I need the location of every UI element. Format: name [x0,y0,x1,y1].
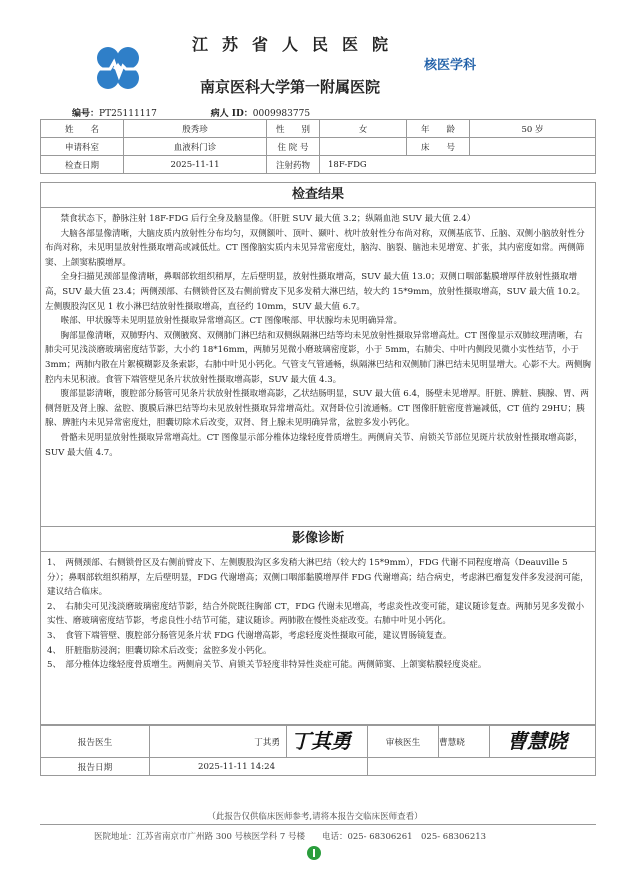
hospital-title: 江苏省人民医院 [192,35,403,54]
inpatient-label: 住 院 号 [267,138,320,156]
reviewer-label: 审核医生 [368,726,439,758]
hospital-subtitle: 南京医科大学第一附属医院 [200,78,381,96]
findings-paragraph: 胸部显像清晰，双肺野内、双侧腋窝、双侧肺门淋巴结和双侧纵隔淋巴结等均未见放射性摄取异常增高灶。CT 图像显示双肺纹理清晰，右肺尖可见浅淡磨玻璃密度结节影，大小约 18*16mm，两肺另见微小磨玻璃密度影，小于 5mm，右肺尖、中叶内侧段见微小实性结节，小于 3mm；两肺内散在片絮模糊影及条索影，右肺中叶见小钙化。气管支气管通畅，纵隔淋巴结和双侧肺门淋巴结未见明显增大。心影不大。两侧胸腔内未见积液。食管下端管壁见条片状放射性摄取增高影，SUV 最大值 4.3。 [45,330,591,385]
reviewer-signature-image [505,726,581,754]
record-label: 编号： [72,109,100,119]
dept-label: 申请科室 [41,138,124,156]
patient-name: 殷秀珍 [124,120,267,138]
diagnosis-item: 3、 食管下端管壁、腹腔部分肠管见条片状 FDG 代谢增高影，考虑轻度炎性摄取可能，建议胃肠镜复查。 [47,630,452,641]
patient-info-table [40,119,596,174]
footer-divider [40,824,596,825]
reporter-signature-mark: 丁其勇 [291,729,351,753]
empty-cell [368,758,596,776]
findings-body [41,208,595,460]
findings-heading: 检查结果 [41,183,595,208]
hospital-address: 医院地址：江苏省南京市广州路 300 号核医学科 7 号楼 电话：025- 68306261 025- 68306213 [94,832,487,842]
patient-dept: 血液科门诊 [124,138,267,156]
patient-id-label: 病人 ID： [210,109,253,119]
report-date-label: 报告日期 [41,758,150,776]
findings-section [40,182,596,527]
page-marker-icon [307,846,321,860]
date-label: 检查日期 [41,156,124,174]
findings-paragraph: 喉部、甲状腺等未见明显放射性摄取异常增高区。CT 图像喉部、甲状腺均未见明确异常。 [60,316,403,327]
inpatient-no [320,138,407,156]
age-label: 年 龄 [407,120,470,138]
diagnosis-item: 4、 肝脏脂肪浸润；胆囊切除术后改变；盆腔多发小钙化。 [47,645,272,656]
findings-paragraph: 腹部显影清晰，腹腔部分肠管可见条片状放射性摄取增高影，乙状结肠明显，SUV 最大值 6.4，肠壁未见增厚。肝脏、脾脏、胰腺、胃、两侧肾脏及肾上腺、盆腔、腹膜后淋巴结等均未见放射性摄取异常增高灶。双肾卧位引流通畅。CT 图像肝脏密度普遍减低，CT 值约 29HU；胰腺、脾脏内未见异常密度灶，胆囊切除术后改变，双肾、肾上腺未见明确异常，盆腔多发小钙化。 [45,389,589,429]
diagnosis-item: 2、 右肺尖可见浅淡磨玻璃密度结节影，结合外院既往胸部 CT，FDG 代谢未见增高，考虑炎性改变可能，建议随诊复查。两肺另见多发微小实性、磨玻璃密度结节影，考虑良性小结节可能，建议随诊。两肺散在慢性炎症改变。右肺中叶见小钙化。 [47,601,585,627]
reporter-signature [287,726,368,758]
reporter-label: 报告医生 [41,726,150,758]
diagnosis-body [41,552,595,673]
reporter-signature-image [289,726,365,754]
drug-label: 注射药物 [267,156,320,174]
diagnosis-heading: 影像诊断 [41,527,595,552]
patient-age: 50 岁 [470,120,596,138]
footer-note: （此报告仅供临床医师参考,请将本报告交临床医师查看） [207,812,423,822]
patient-sex: 女 [320,120,407,138]
reviewer-name: 曹慧晓 [439,726,490,758]
diagnosis-section [40,527,596,725]
signature-table [40,725,596,776]
diagnosis-item: 1、 两侧颈部、右侧锁骨区及右侧前臂皮下、左侧腹股沟区多发稍大淋巴结（较大约 15*9mm），FDG 代谢不同程度增高（Deauville 5 分）；鼻咽部软组织稍厚，左后壁明显，FDG 代谢增高；双侧口咽部黏膜增厚伴 FDG 代谢增高；结合病史，考虑淋巴瘤复发伴多发浸润可能，建议结合临床。 [47,558,589,598]
hospital-logo [92,42,144,94]
reviewer-signature [490,726,596,758]
injected-drug: 18F-FDG [320,156,596,174]
reviewer-signature-mark: 曹慧晓 [506,729,567,753]
findings-paragraph: 全身扫描见颈部显像清晰，鼻咽部软组织稍厚，左后壁明显，放射性摄取增高，SUV 最大值 13.0；双侧口咽部黏膜增厚伴放射性摄取增高，SUV 最大值 23.4；两侧颈部、右侧锁骨区及右侧前臂皮下见多发稍大淋巴结，较大约 15*9mm，放射性摄取增高，SUV 最大值 10.2。左侧腹股沟区见 1 枚小淋巴结放射性摄取增高，直径约 10mm，SUV 最大值 6.7。 [45,272,586,312]
findings-paragraph: 骨骼未见明显放射性摄取异常增高灶。CT 图像显示部分椎体边缘轻度骨质增生。两侧肩关节、肩锁关节部位见斑片状放射性摄取增高影，SUV 最大值 4.7。 [45,432,583,458]
report-date: 2025-11-11 14:24 [150,758,368,776]
patient-id: 0009983775 [252,109,311,119]
reporter-name: 丁其勇 [150,726,287,758]
department-name: 核医学科 [424,58,477,73]
record-no: PT25111117 [99,109,157,119]
diagnosis-item: 5、 部分椎体边缘轻度骨质增生。两侧肩关节、肩锁关节轻度非特异性炎症可能。两侧筛窦、上颌窦粘膜轻度炎症。 [47,660,487,671]
bed-label: 床 号 [407,138,470,156]
sex-label: 性 别 [267,120,320,138]
findings-paragraph: 大脑各部显像清晰，大脑皮质内放射性分布均匀，双侧额叶、顶叶、颞叶、枕叶放射性分布尚对称，双侧基底节、丘脑、双侧小脑放射性分布尚对称，未见明显放射性摄取增高或减低灶。CT 图像脑实质内未见异常密度灶，脑沟、脑裂、脑池未见增宽、扩张，其内密度如常。两侧筛窦、上颌窦粘膜增厚。 [45,228,585,268]
bed-no [470,138,596,156]
name-label: 姓 名 [41,120,124,138]
id-line [72,106,310,119]
exam-date: 2025-11-11 [124,156,267,174]
findings-paragraph: 禁食状态下，静脉注射 18F-FDG 后行全身及脑显像。（肝脏 SUV 最大值 3.2；纵隔血池 SUV 最大值 2.4） [60,214,476,224]
